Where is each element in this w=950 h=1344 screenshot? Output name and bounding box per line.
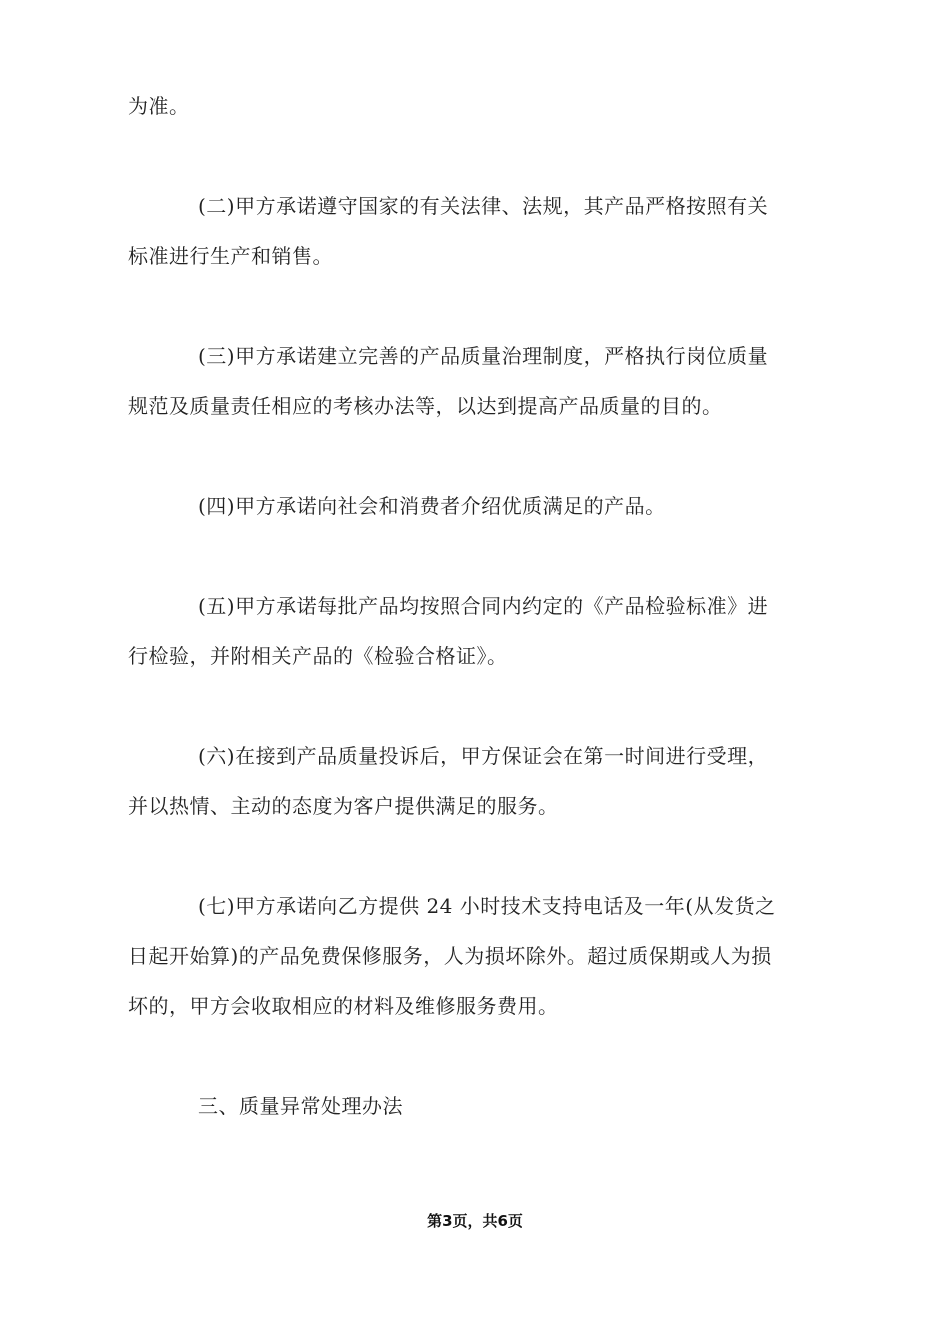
- page-number-footer: 第3页，共6页: [427, 1212, 523, 1230]
- paragraph-line: (七)甲方承诺向乙方提供 24 小时技术支持电话及一年(从发货之: [198, 894, 776, 918]
- paragraph-line: 日起开始算)的产品免费保修服务，人为损坏除外。超过质保期或人为损: [128, 944, 772, 968]
- paragraph-line: (五)甲方承诺每批产品均按照合同内约定的《产品检验标准》进: [198, 594, 769, 618]
- paragraph-line: (四)甲方承诺向社会和消费者介绍优质满足的产品。: [198, 494, 666, 518]
- paragraph-line: (二)甲方承诺遵守国家的有关法律、法规，其产品严格按照有关: [198, 194, 769, 218]
- paragraph-line: (三)甲方承诺建立完善的产品质量治理制度，严格执行岗位质量: [198, 344, 769, 368]
- paragraph-line: 标准进行生产和销售。: [128, 244, 333, 268]
- paragraph-line: 规范及质量责任相应的考核办法等，以达到提高产品质量的目的。: [128, 394, 723, 418]
- paragraph-line: 行检验，并附相关产品的《检验合格证》。: [128, 644, 508, 668]
- paragraph-line: 坏的，甲方会收取相应的材料及维修服务费用。: [128, 994, 559, 1018]
- paragraph-line: (六)在接到产品质量投诉后，甲方保证会在第一时间进行受理，: [198, 744, 769, 768]
- paragraph-line: 并以热情、主动的态度为客户提供满足的服务。: [128, 794, 559, 818]
- paragraph-line: 为准。: [128, 94, 190, 118]
- section-heading: 三、质量异常处理办法: [198, 1094, 403, 1118]
